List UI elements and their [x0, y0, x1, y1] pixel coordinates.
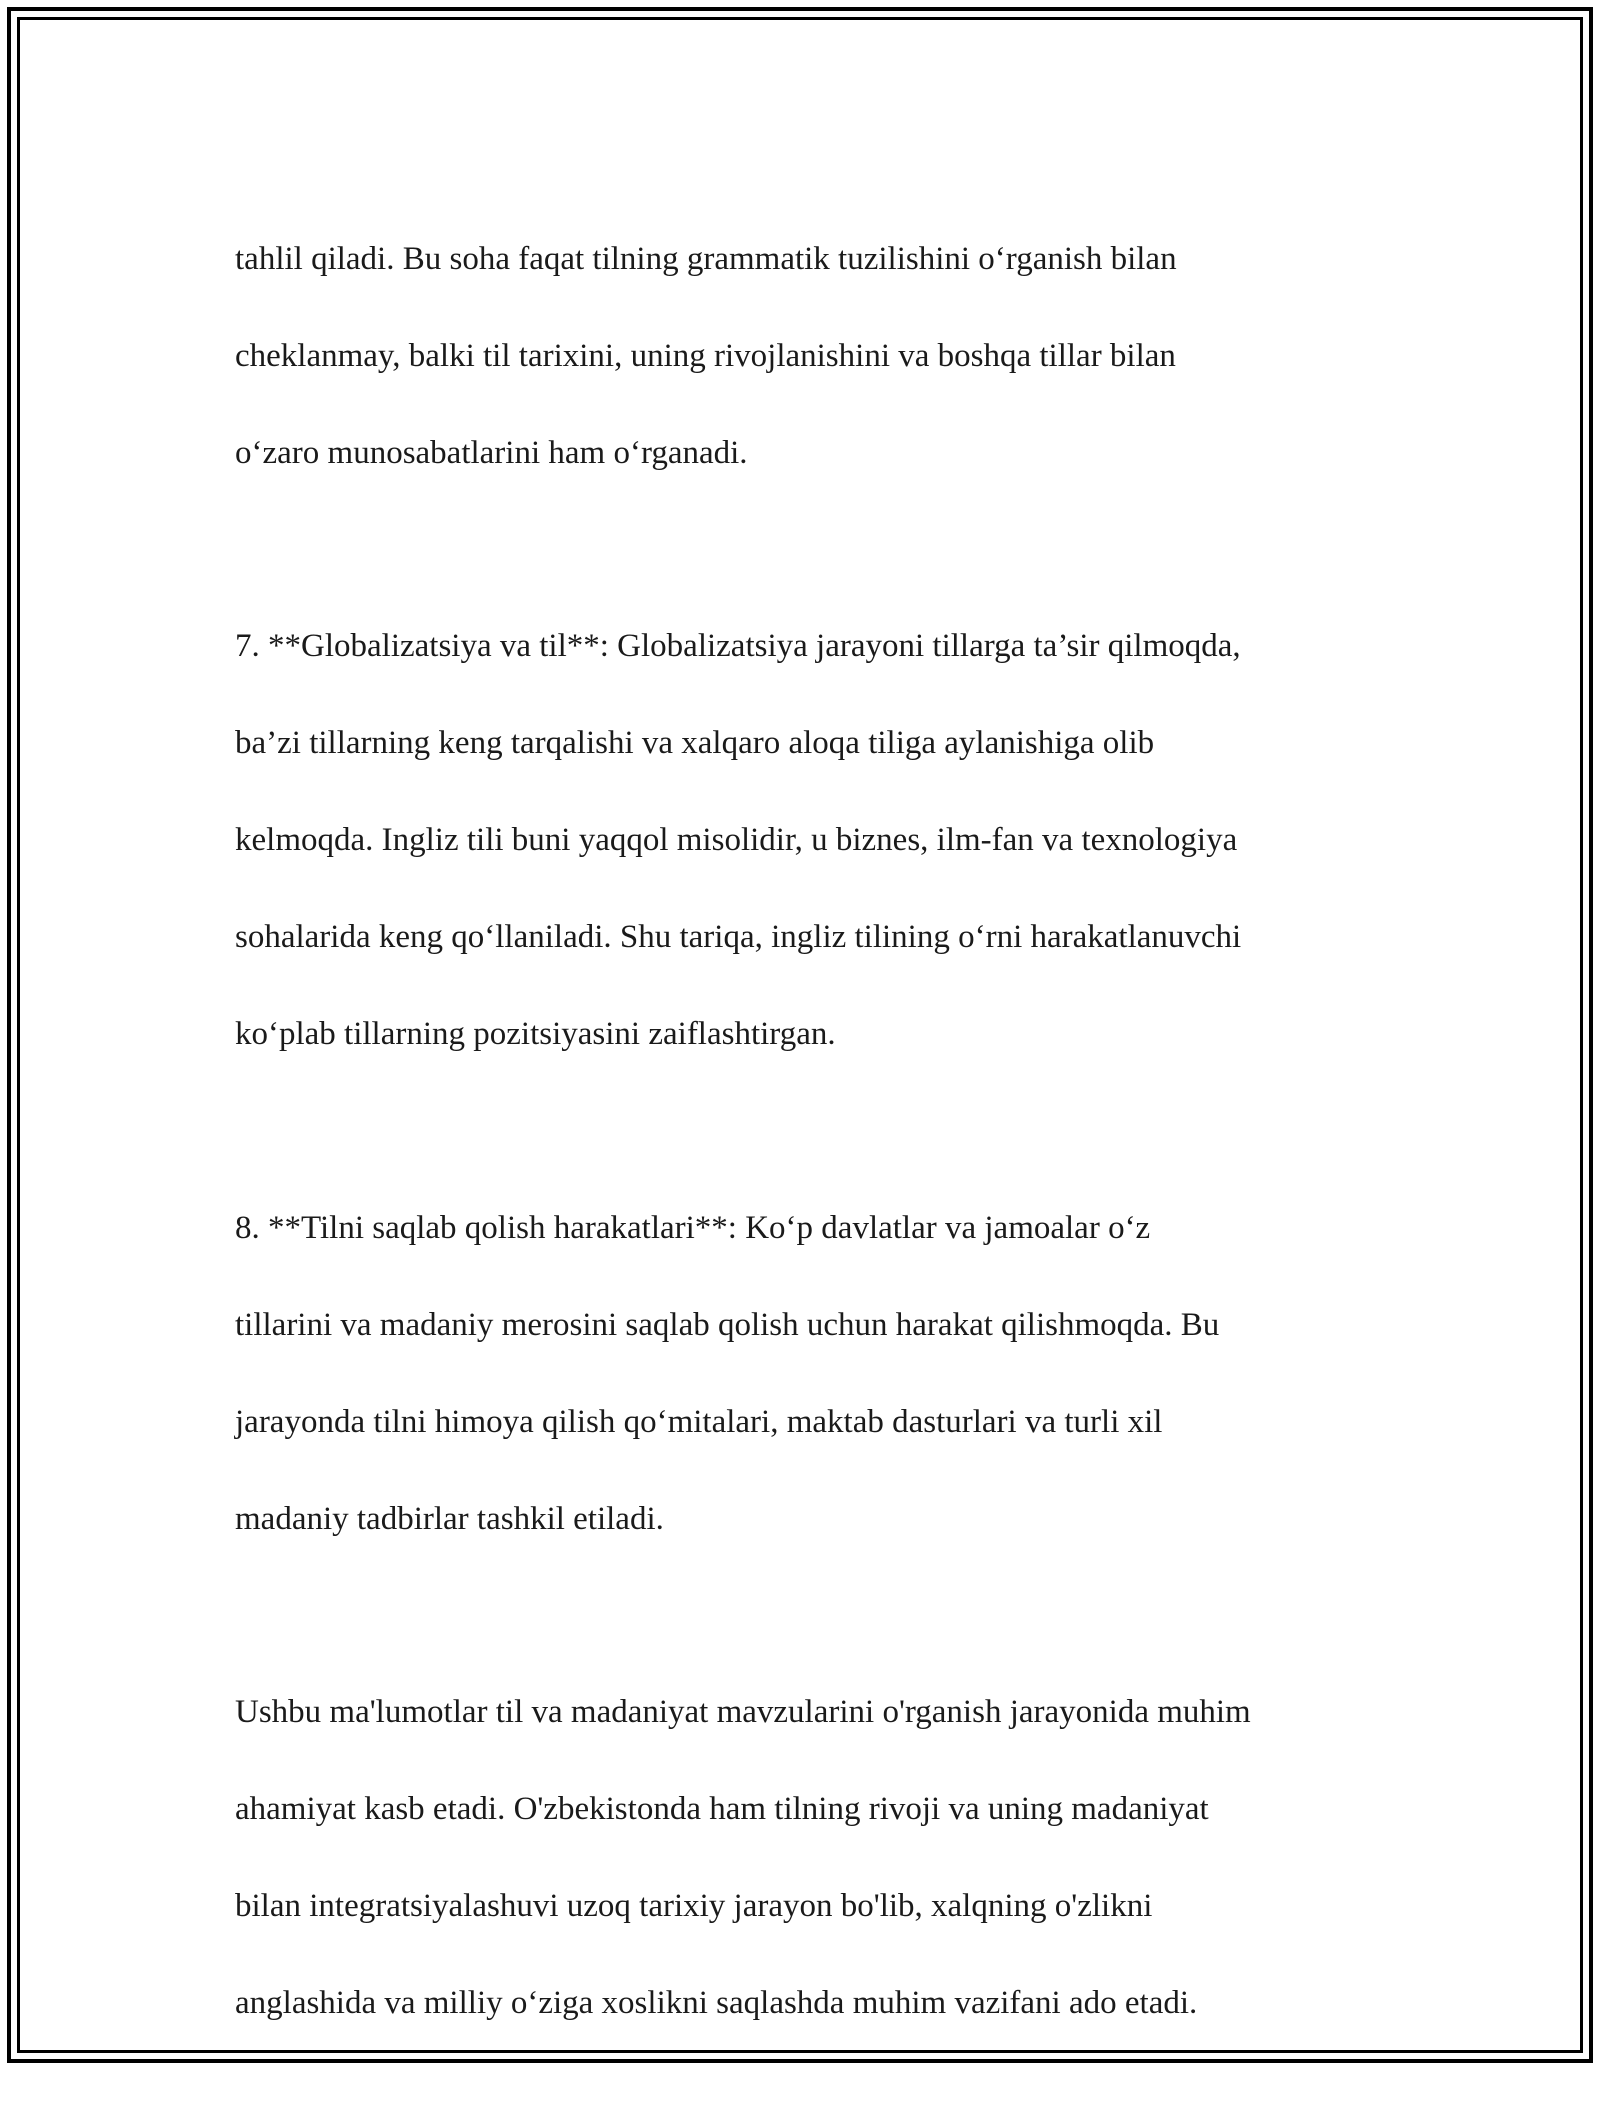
- text-line: ko‘plab tillarning pozitsiyasini zaiflashtirgan.: [235, 1016, 836, 1052]
- paragraph-linguistics: [235, 186, 1385, 526]
- document-body: [235, 186, 1385, 2124]
- text-line: ahamiyat kasb etadi. O'zbekistonda ham tilning rivoji va uning madaniyat: [235, 1791, 1209, 1827]
- text-line: Ushbu ma'lumotlar til va madaniyat mavzularini o'rganish jarayonida muhim: [235, 1694, 1251, 1730]
- text-line: anglashida va milliy o‘ziga xoslikni saqlashda muhim vazifani ado etadi.: [235, 1985, 1198, 2021]
- text-line: o‘zaro munosabatlarini ham o‘rganadi.: [235, 434, 748, 471]
- text-line: 8. **Tilni saqlab qolish harakatlari**: Ko‘p davlatlar va jamoalar o‘z: [235, 1209, 1151, 1246]
- text-line: tillarini va madaniy merosini saqlab qolish uchun harakat qilishmoqda. Bu: [235, 1306, 1220, 1343]
- text-line: 7. **Globalizatsiya va til**: Globalizatsiya jarayoni tillarga ta’sir qilmoqda,: [235, 628, 1241, 664]
- paragraph-language-preservation: [235, 1155, 1385, 1592]
- text-line: cheklanmay, balki til tarixini, uning rivojlanishini va boshqa tillar bilan: [235, 337, 1176, 374]
- text-line: kelmoqda. Ingliz tili buni yaqqol misolidir, u biznes, ilm-fan va texnologiya: [235, 822, 1238, 858]
- text-line: tahlil qiladi. Bu soha faqat tilning grammatik tuzilishini o‘rganish bilan: [235, 240, 1177, 277]
- text-line: madaniy tadbirlar tashkil etiladi.: [235, 1500, 664, 1537]
- paragraph-globalization: [235, 574, 1385, 1108]
- text-line: bilan integratsiyalashuvi uzoq tarixiy jarayon bo'lib, xalqning o'zlikni: [235, 1888, 1153, 1924]
- text-line: ba’zi tillarning keng tarqalishi va xalqaro aloqa tiliga aylanishiga olib: [235, 725, 1155, 761]
- text-line: sohalarida keng qo‘llaniladi. Shu tariqa, ingliz tilining o‘rni harakatlanuvchi: [235, 919, 1242, 955]
- text-line: jarayonda tilni himoya qilish qo‘mitalari, maktab dasturlari va turli xil: [235, 1403, 1163, 1440]
- paragraph-conclusion: [235, 1640, 1385, 2077]
